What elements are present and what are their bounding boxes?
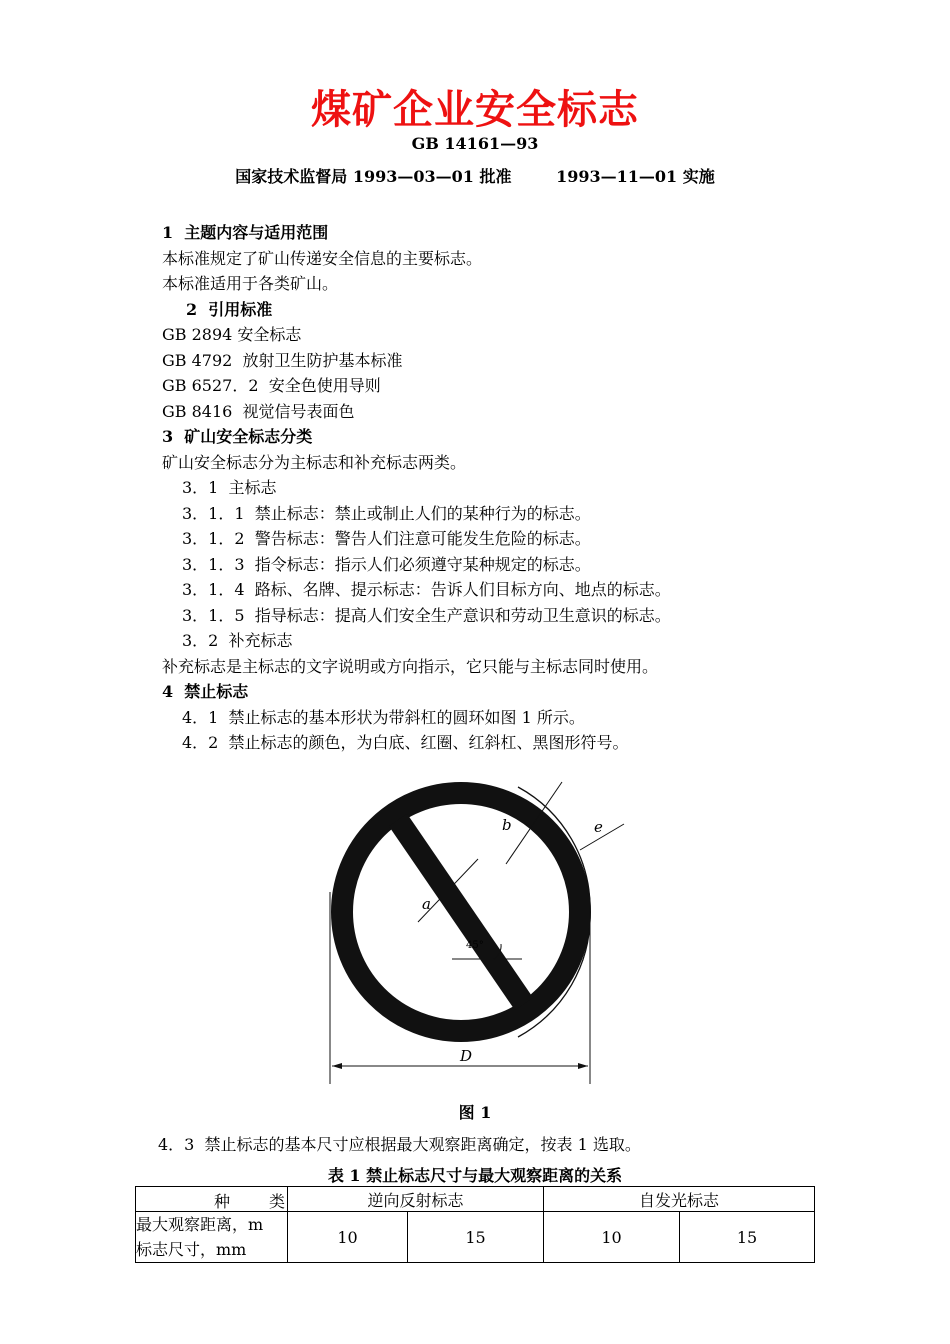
label-angle: 45° bbox=[466, 940, 484, 951]
body-line: 本标准规定了矿山传递安全信息的主要标志。 bbox=[162, 248, 483, 268]
document-title: 煤矿企业安全标志 bbox=[311, 87, 639, 133]
body-line: GB 6527．2 安全色使用导则 bbox=[162, 376, 381, 395]
approval-line: 国家技术监督局 1993—03—01 批准 1993—11—01 实施 bbox=[235, 167, 715, 186]
figure-1 bbox=[318, 752, 630, 1092]
table-cell: 15 bbox=[408, 1212, 544, 1263]
row-label: 最大观察距离，m 标志尺寸，mm bbox=[136, 1212, 288, 1263]
table-header-row bbox=[136, 1187, 815, 1212]
section-heading: 3 矿山安全标志分类 bbox=[162, 427, 313, 446]
body-line: 补充标志是主标志的文字说明或方向指示，它只能与主标志同时使用。 bbox=[162, 656, 659, 676]
table-cell: 15 bbox=[680, 1212, 815, 1263]
label-e: e bbox=[594, 818, 603, 836]
body-line: GB 2894 安全标志 bbox=[162, 325, 302, 344]
figure-caption: 图 1 bbox=[458, 1103, 492, 1122]
label-b: b bbox=[502, 816, 512, 834]
d-arrow-right bbox=[578, 1063, 588, 1069]
table-caption: 表 1 禁止标志尺寸与最大观察距离的关系 bbox=[327, 1166, 623, 1185]
section-heading: 1 主题内容与适用范围 bbox=[162, 223, 329, 242]
label-D: D bbox=[460, 1047, 473, 1065]
body-line: 3．2 补充标志 bbox=[182, 631, 293, 650]
table-row bbox=[136, 1212, 815, 1263]
body-line: 3．1．5 指导标志：提高人们安全生产意识和劳动卫生意识的标志。 bbox=[182, 605, 671, 625]
body-line: 矿山安全标志分为主标志和补充标志两类。 bbox=[162, 452, 467, 472]
body-line: 3．1．3 指令标志：指示人们必须遵守某种规定的标志。 bbox=[182, 554, 591, 574]
header-group-luminous: 自发光标志 bbox=[544, 1187, 815, 1212]
body-text bbox=[162, 220, 862, 756]
body-line: GB 4792 放射卫生防护基本标准 bbox=[162, 350, 403, 370]
standard-code: GB 14161—93 bbox=[411, 134, 539, 153]
section-heading: 2 引用标准 bbox=[186, 299, 273, 319]
body-line: 3．1 主标志 bbox=[182, 478, 277, 497]
body-line: 3．1．4 路标、名牌、提示标志：告诉人们目标方向、地点的标志。 bbox=[182, 580, 671, 599]
body-line: 3．1．2 警告标志：警告人们注意可能发生危险的标志。 bbox=[182, 529, 591, 548]
prohibition-sign-diagram bbox=[318, 752, 630, 1092]
body-line: 3．1．1 禁止标志：禁止或制止人们的某种行为的标志。 bbox=[182, 503, 591, 523]
header-kind-cell bbox=[136, 1187, 288, 1212]
size-distance-table bbox=[135, 1186, 815, 1263]
paragraph-4-3: 4．3 禁止标志的基本尺寸应根据最大观察距离确定，按表 1 选取。 bbox=[158, 1135, 641, 1154]
body-line: GB 8416 视觉信号表面色 bbox=[162, 401, 355, 421]
label-a: a bbox=[422, 895, 431, 913]
d-arrow-left bbox=[332, 1063, 342, 1069]
table-cell: 10 bbox=[544, 1212, 680, 1263]
body-line: 本标准适用于各类矿山。 bbox=[162, 274, 339, 293]
section-heading: 4 禁止标志 bbox=[162, 682, 249, 701]
table-cell: 10 bbox=[288, 1212, 408, 1263]
body-line: 4．2 禁止标志的颜色，为白底、红圈、红斜杠、黑图形符号。 bbox=[182, 733, 629, 752]
body-line: 4．1 禁止标志的基本形状为带斜杠的圆环如图 1 所示。 bbox=[182, 707, 585, 727]
header-group-reflective: 逆向反射标志 bbox=[288, 1187, 544, 1212]
header-kind-2: 类 bbox=[268, 1192, 285, 1211]
diagonal-bar bbox=[398, 820, 524, 1004]
header-kind-1: 种 bbox=[214, 1192, 231, 1211]
